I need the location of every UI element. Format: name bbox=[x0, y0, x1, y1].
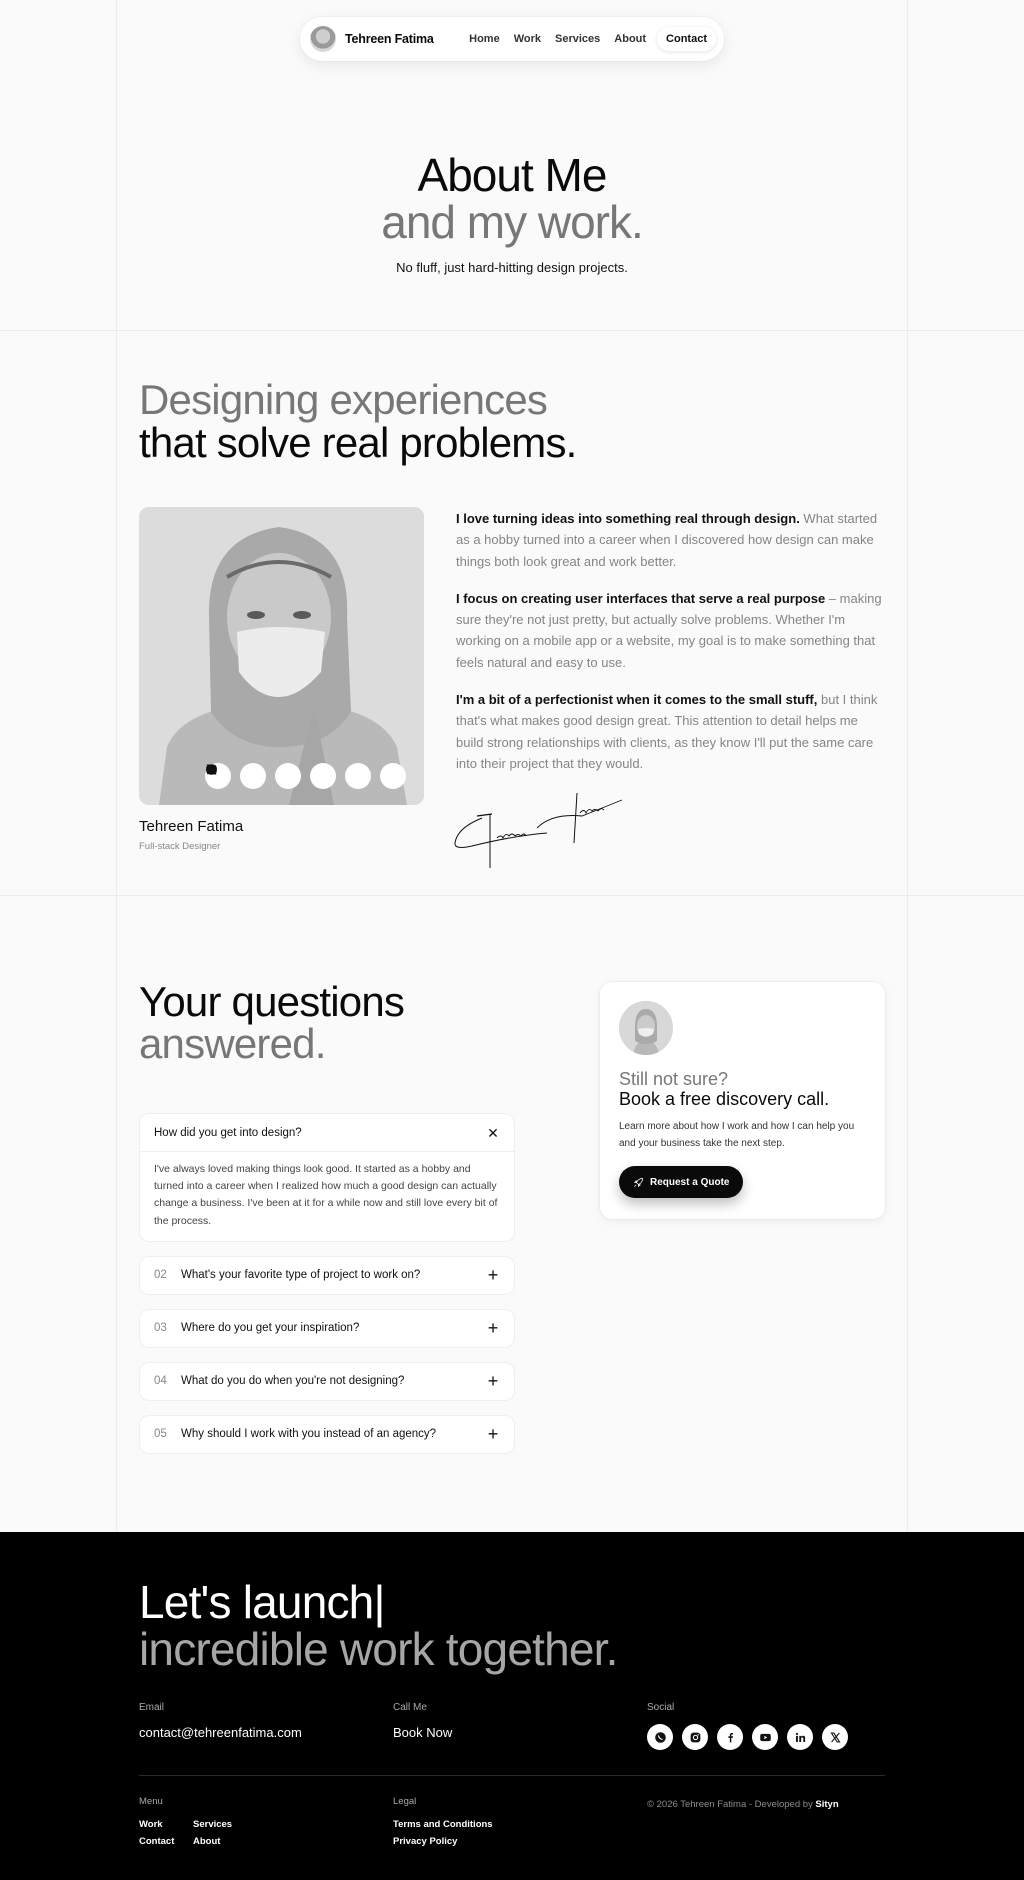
footer-headline-line2: incredible work together. bbox=[139, 1623, 618, 1675]
footer-link-about[interactable]: About bbox=[193, 1836, 221, 1847]
footer bbox=[0, 1532, 1024, 1880]
person-name: Tehreen Fatima bbox=[139, 818, 244, 835]
bio-lead: I'm a bit of a perfectionist when it comes to the small stuff, bbox=[456, 692, 818, 708]
faq-item bbox=[139, 1415, 515, 1454]
facebook-icon[interactable] bbox=[275, 763, 301, 789]
call-label: Call Me bbox=[393, 1702, 427, 1713]
instagram-icon[interactable] bbox=[240, 763, 266, 789]
email-link[interactable]: contact@tehreenfatima.com bbox=[139, 1725, 302, 1740]
legal-label: Legal bbox=[393, 1796, 417, 1807]
request-quote-button[interactable] bbox=[619, 1166, 743, 1198]
faq-item bbox=[139, 1113, 515, 1242]
faq-answer: I've always loved making things look good. It started as a hobby and turned into a career when I realized how much a good design can actually change a business. I've been at it for a while now and still love every bit of the process. bbox=[154, 1163, 498, 1227]
close-icon[interactable]: ✕ bbox=[487, 1124, 499, 1141]
signature-image bbox=[452, 788, 627, 873]
nav-link-about[interactable]: About bbox=[614, 33, 647, 45]
footer-social-links bbox=[647, 1724, 848, 1750]
footer-headline bbox=[139, 1576, 618, 1675]
linkedin-icon[interactable] bbox=[345, 763, 371, 789]
faq-question: How did you get into design? bbox=[154, 1126, 302, 1139]
bio-paragraph bbox=[456, 689, 888, 774]
nav-brand[interactable]: Tehreen Fatima bbox=[345, 32, 434, 46]
footer-link-terms[interactable]: Terms and Conditions bbox=[393, 1819, 493, 1830]
nav-link-services[interactable]: Services bbox=[555, 33, 601, 45]
portrait-photo bbox=[139, 507, 424, 805]
instagram-icon[interactable] bbox=[682, 1724, 708, 1750]
faq-question: Why should I work with you instead of an agency? bbox=[181, 1428, 437, 1441]
portrait-social-links bbox=[205, 763, 406, 789]
footer-legal-links bbox=[393, 1819, 493, 1847]
faq-item bbox=[139, 1362, 515, 1401]
bio-body: but I think that's what makes good design great. This attention to detail helps me build strong relationships with clients, as they know I'll put the same care into their project that they would. bbox=[456, 692, 878, 771]
cta-subheading: Still not sure? bbox=[619, 1069, 729, 1089]
facebook-icon[interactable] bbox=[717, 1724, 743, 1750]
nav-contact-button[interactable]: Contact bbox=[657, 27, 716, 51]
about-title bbox=[139, 378, 577, 464]
copyright bbox=[647, 1799, 839, 1810]
faq-question: What's your favorite type of project to work on? bbox=[181, 1269, 421, 1282]
bio-text bbox=[456, 508, 888, 790]
nav-avatar[interactable] bbox=[310, 26, 336, 52]
faq-question-toggle[interactable] bbox=[140, 1310, 514, 1347]
developer-link[interactable]: Sityn bbox=[815, 1799, 839, 1810]
nav-link-work[interactable]: Work bbox=[513, 33, 542, 45]
cta-description: Learn more about how I work and how I can help you and your business take the next step. bbox=[619, 1121, 855, 1149]
about-title-line1: Designing experiences bbox=[139, 376, 548, 423]
faq-number: 03 bbox=[154, 1322, 167, 1335]
section-divider bbox=[0, 330, 1024, 331]
youtube-icon[interactable] bbox=[752, 1724, 778, 1750]
footer-link-services[interactable]: Services bbox=[193, 1819, 233, 1830]
footer-legal bbox=[393, 1796, 493, 1847]
footer-headline-line1: Let's launch| bbox=[139, 1576, 385, 1628]
footer-social bbox=[647, 1702, 848, 1750]
faq-question-toggle[interactable] bbox=[140, 1363, 514, 1400]
bio-body: What started as a hobby turned into a career when I discovered how design can make things both look great and work better. bbox=[456, 511, 878, 569]
faq-title bbox=[139, 978, 405, 1067]
plus-icon[interactable]: + bbox=[487, 1318, 499, 1339]
social-label: Social bbox=[647, 1702, 675, 1713]
copyright-text: © 2026 Tehreen Fatima - Developed by bbox=[647, 1799, 816, 1810]
faq-question-toggle[interactable] bbox=[140, 1257, 514, 1294]
plus-icon[interactable]: + bbox=[487, 1424, 499, 1445]
faq-item bbox=[139, 1256, 515, 1295]
portrait-illustration bbox=[139, 507, 424, 805]
plus-icon[interactable]: + bbox=[487, 1265, 499, 1286]
faq-question-toggle[interactable] bbox=[140, 1114, 514, 1152]
section-divider bbox=[0, 895, 1024, 896]
x-icon[interactable] bbox=[822, 1724, 848, 1750]
cta-avatar bbox=[619, 1001, 673, 1055]
nav-links bbox=[462, 27, 716, 51]
top-nav bbox=[300, 17, 724, 61]
footer-email bbox=[139, 1702, 302, 1740]
hero-title-line1: About Me bbox=[417, 149, 607, 201]
cta-heading: Book a free discovery call. bbox=[619, 1089, 830, 1109]
faq-question: Where do you get your inspiration? bbox=[181, 1322, 360, 1335]
bio-paragraph bbox=[456, 508, 888, 572]
faq-number: 05 bbox=[154, 1428, 167, 1441]
faq-number: 02 bbox=[154, 1269, 167, 1282]
request-quote-label: Request a Quote bbox=[650, 1176, 730, 1188]
about-title-line2: that solve real problems. bbox=[139, 419, 577, 466]
footer-link-work[interactable]: Work bbox=[139, 1819, 163, 1830]
faq-title-line1: Your questions bbox=[139, 978, 405, 1025]
x-icon[interactable] bbox=[380, 763, 406, 789]
email-label: Email bbox=[139, 1702, 165, 1713]
bio-paragraph bbox=[456, 588, 888, 673]
footer-link-contact[interactable]: Contact bbox=[139, 1836, 175, 1847]
faq-number: 04 bbox=[154, 1375, 167, 1388]
rocket-icon bbox=[633, 1177, 644, 1188]
footer-link-privacy[interactable]: Privacy Policy bbox=[393, 1836, 458, 1847]
whatsapp-icon[interactable] bbox=[647, 1724, 673, 1750]
bio-lead: I love turning ideas into something real through design. bbox=[456, 511, 800, 526]
menu-label: Menu bbox=[139, 1796, 163, 1807]
discovery-call-card bbox=[600, 982, 885, 1219]
faq-item bbox=[139, 1309, 515, 1348]
hero-title bbox=[0, 149, 1024, 248]
faq-question: What do you do when you're not designing? bbox=[181, 1375, 405, 1388]
footer-divider bbox=[139, 1775, 885, 1776]
hero-title-line2: and my work. bbox=[381, 196, 643, 248]
nav-link-home[interactable]: Home bbox=[469, 33, 500, 45]
youtube-icon[interactable] bbox=[310, 763, 336, 789]
bio-body: – making sure they're not just pretty, but actually solve problems. Whether I'm working on a mobile app or a website, my goal is to make something that feels natural and easy to use. bbox=[456, 590, 882, 670]
faq-question-toggle[interactable] bbox=[140, 1416, 514, 1453]
bio-lead: I focus on creating user interfaces that serve a real purpose bbox=[456, 590, 826, 606]
faq-title-line2: answered. bbox=[139, 1020, 326, 1067]
faq-list bbox=[139, 1113, 515, 1468]
book-now-link[interactable]: Book Now bbox=[393, 1725, 453, 1740]
linkedin-icon[interactable] bbox=[787, 1724, 813, 1750]
footer-menu-links bbox=[139, 1819, 232, 1847]
footer-menu bbox=[139, 1796, 232, 1847]
plus-icon[interactable]: + bbox=[487, 1371, 499, 1392]
footer-call bbox=[393, 1702, 452, 1740]
person-role: Full-stack Designer bbox=[139, 841, 221, 852]
hero-section bbox=[0, 149, 1024, 275]
hero-subtitle: No fluff, just hard-hitting design projects. bbox=[396, 260, 628, 275]
